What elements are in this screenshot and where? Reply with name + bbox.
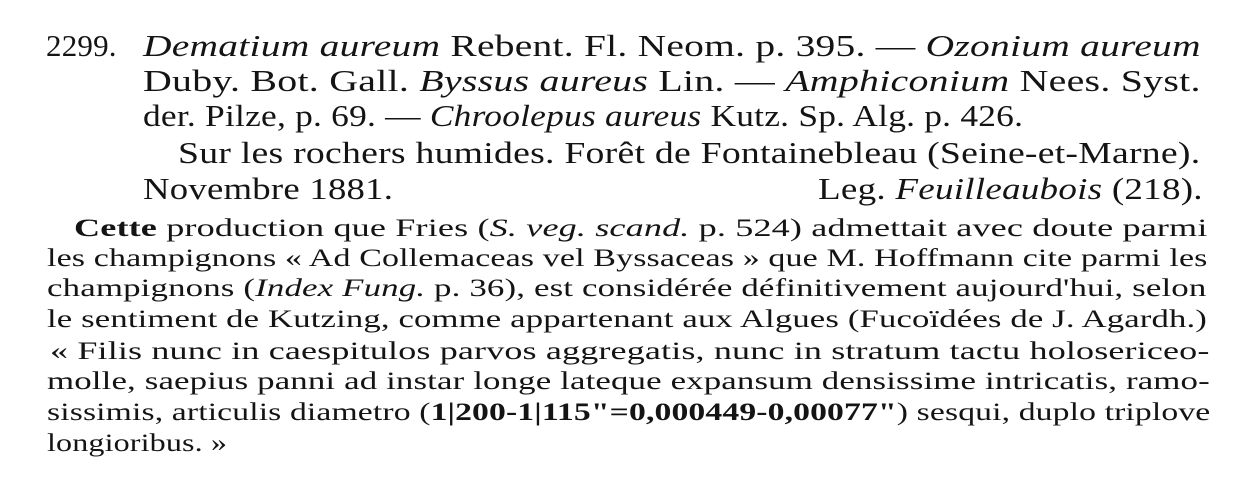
text-run: 1|200-1|115"=0,000449-0,00077" bbox=[430, 397, 897, 426]
text-run: Amphiconium bbox=[785, 63, 1010, 98]
entry-number: 2299. bbox=[46, 28, 117, 63]
note-line bbox=[47, 245, 1208, 271]
text-run: Lin. — bbox=[648, 63, 786, 98]
note-line bbox=[47, 368, 1210, 394]
text-run: Nees. Syst. bbox=[1009, 63, 1201, 98]
text-run: Cette bbox=[74, 213, 158, 242]
text-run: p. 36), est considérée définitivement aujourd'hui, selon bbox=[425, 273, 1207, 302]
text-run: champignons ( bbox=[47, 273, 256, 302]
collector-name: Feuilleaubois bbox=[895, 171, 1103, 206]
text-run: Chroolepus aureus bbox=[429, 98, 702, 133]
entry-date: Novembre 1881. bbox=[143, 171, 394, 206]
text-run: les champignons « Ad Collemaceas vel Byssaceas » que M. Hoffmann cite parmi les bbox=[47, 243, 1208, 272]
note-line bbox=[47, 399, 1210, 425]
text-run: Sur les rochers humides. Forêt de Fontainebleau (Seine-et-Marne). bbox=[178, 135, 1201, 170]
note-line bbox=[50, 338, 1210, 364]
text-run: p. 524) admettait avec doute parmi bbox=[689, 213, 1208, 242]
note-line bbox=[47, 430, 227, 456]
collector-prefix: Leg. bbox=[818, 171, 896, 206]
note-line bbox=[47, 306, 1207, 332]
note-line bbox=[47, 275, 1206, 301]
text-run: der. Pilze, p. 69. — bbox=[143, 98, 430, 133]
entry-line bbox=[143, 65, 1201, 96]
text-run: Index Fung. bbox=[255, 273, 426, 302]
text-run: production que Fries ( bbox=[157, 213, 490, 242]
entry-line bbox=[143, 30, 1201, 61]
text-run: molle, saepius panni ad instar longe lateque expansum densissime intricatis, ramo- bbox=[47, 366, 1210, 395]
entry-line bbox=[143, 100, 1023, 131]
text-run: sissimis, articulis diametro ( bbox=[47, 397, 431, 426]
text-run: « Filis nunc in caespitulos parvos aggregatis, nunc in stratum tactu holosericeo- bbox=[50, 336, 1210, 365]
text-run: Kutz. Sp. Alg. p. 426. bbox=[701, 98, 1024, 133]
text-run: Duby. Bot. Gall. bbox=[143, 63, 420, 98]
collector-suffix: (218). bbox=[1102, 171, 1203, 206]
text-run: Ozonium aureum bbox=[925, 28, 1201, 63]
text-run: Rebent. Fl. Neom. p. 395. — bbox=[440, 28, 926, 63]
text-run: longioribus. » bbox=[47, 428, 228, 457]
text-run: Byssus aureus bbox=[419, 63, 649, 98]
entry-collector bbox=[818, 173, 1203, 204]
text-run: Dematium aureum bbox=[143, 28, 441, 63]
text-run: S. veg. scand. bbox=[489, 213, 690, 242]
text-run: ) sesqui, duplo triplove bbox=[896, 397, 1211, 426]
text-run: le sentiment de Kutzing, comme appartenant aux Algues (Fucoïdées de J. Agardh.) bbox=[47, 304, 1208, 333]
note-line bbox=[74, 215, 1208, 241]
entry-line bbox=[178, 137, 1200, 168]
